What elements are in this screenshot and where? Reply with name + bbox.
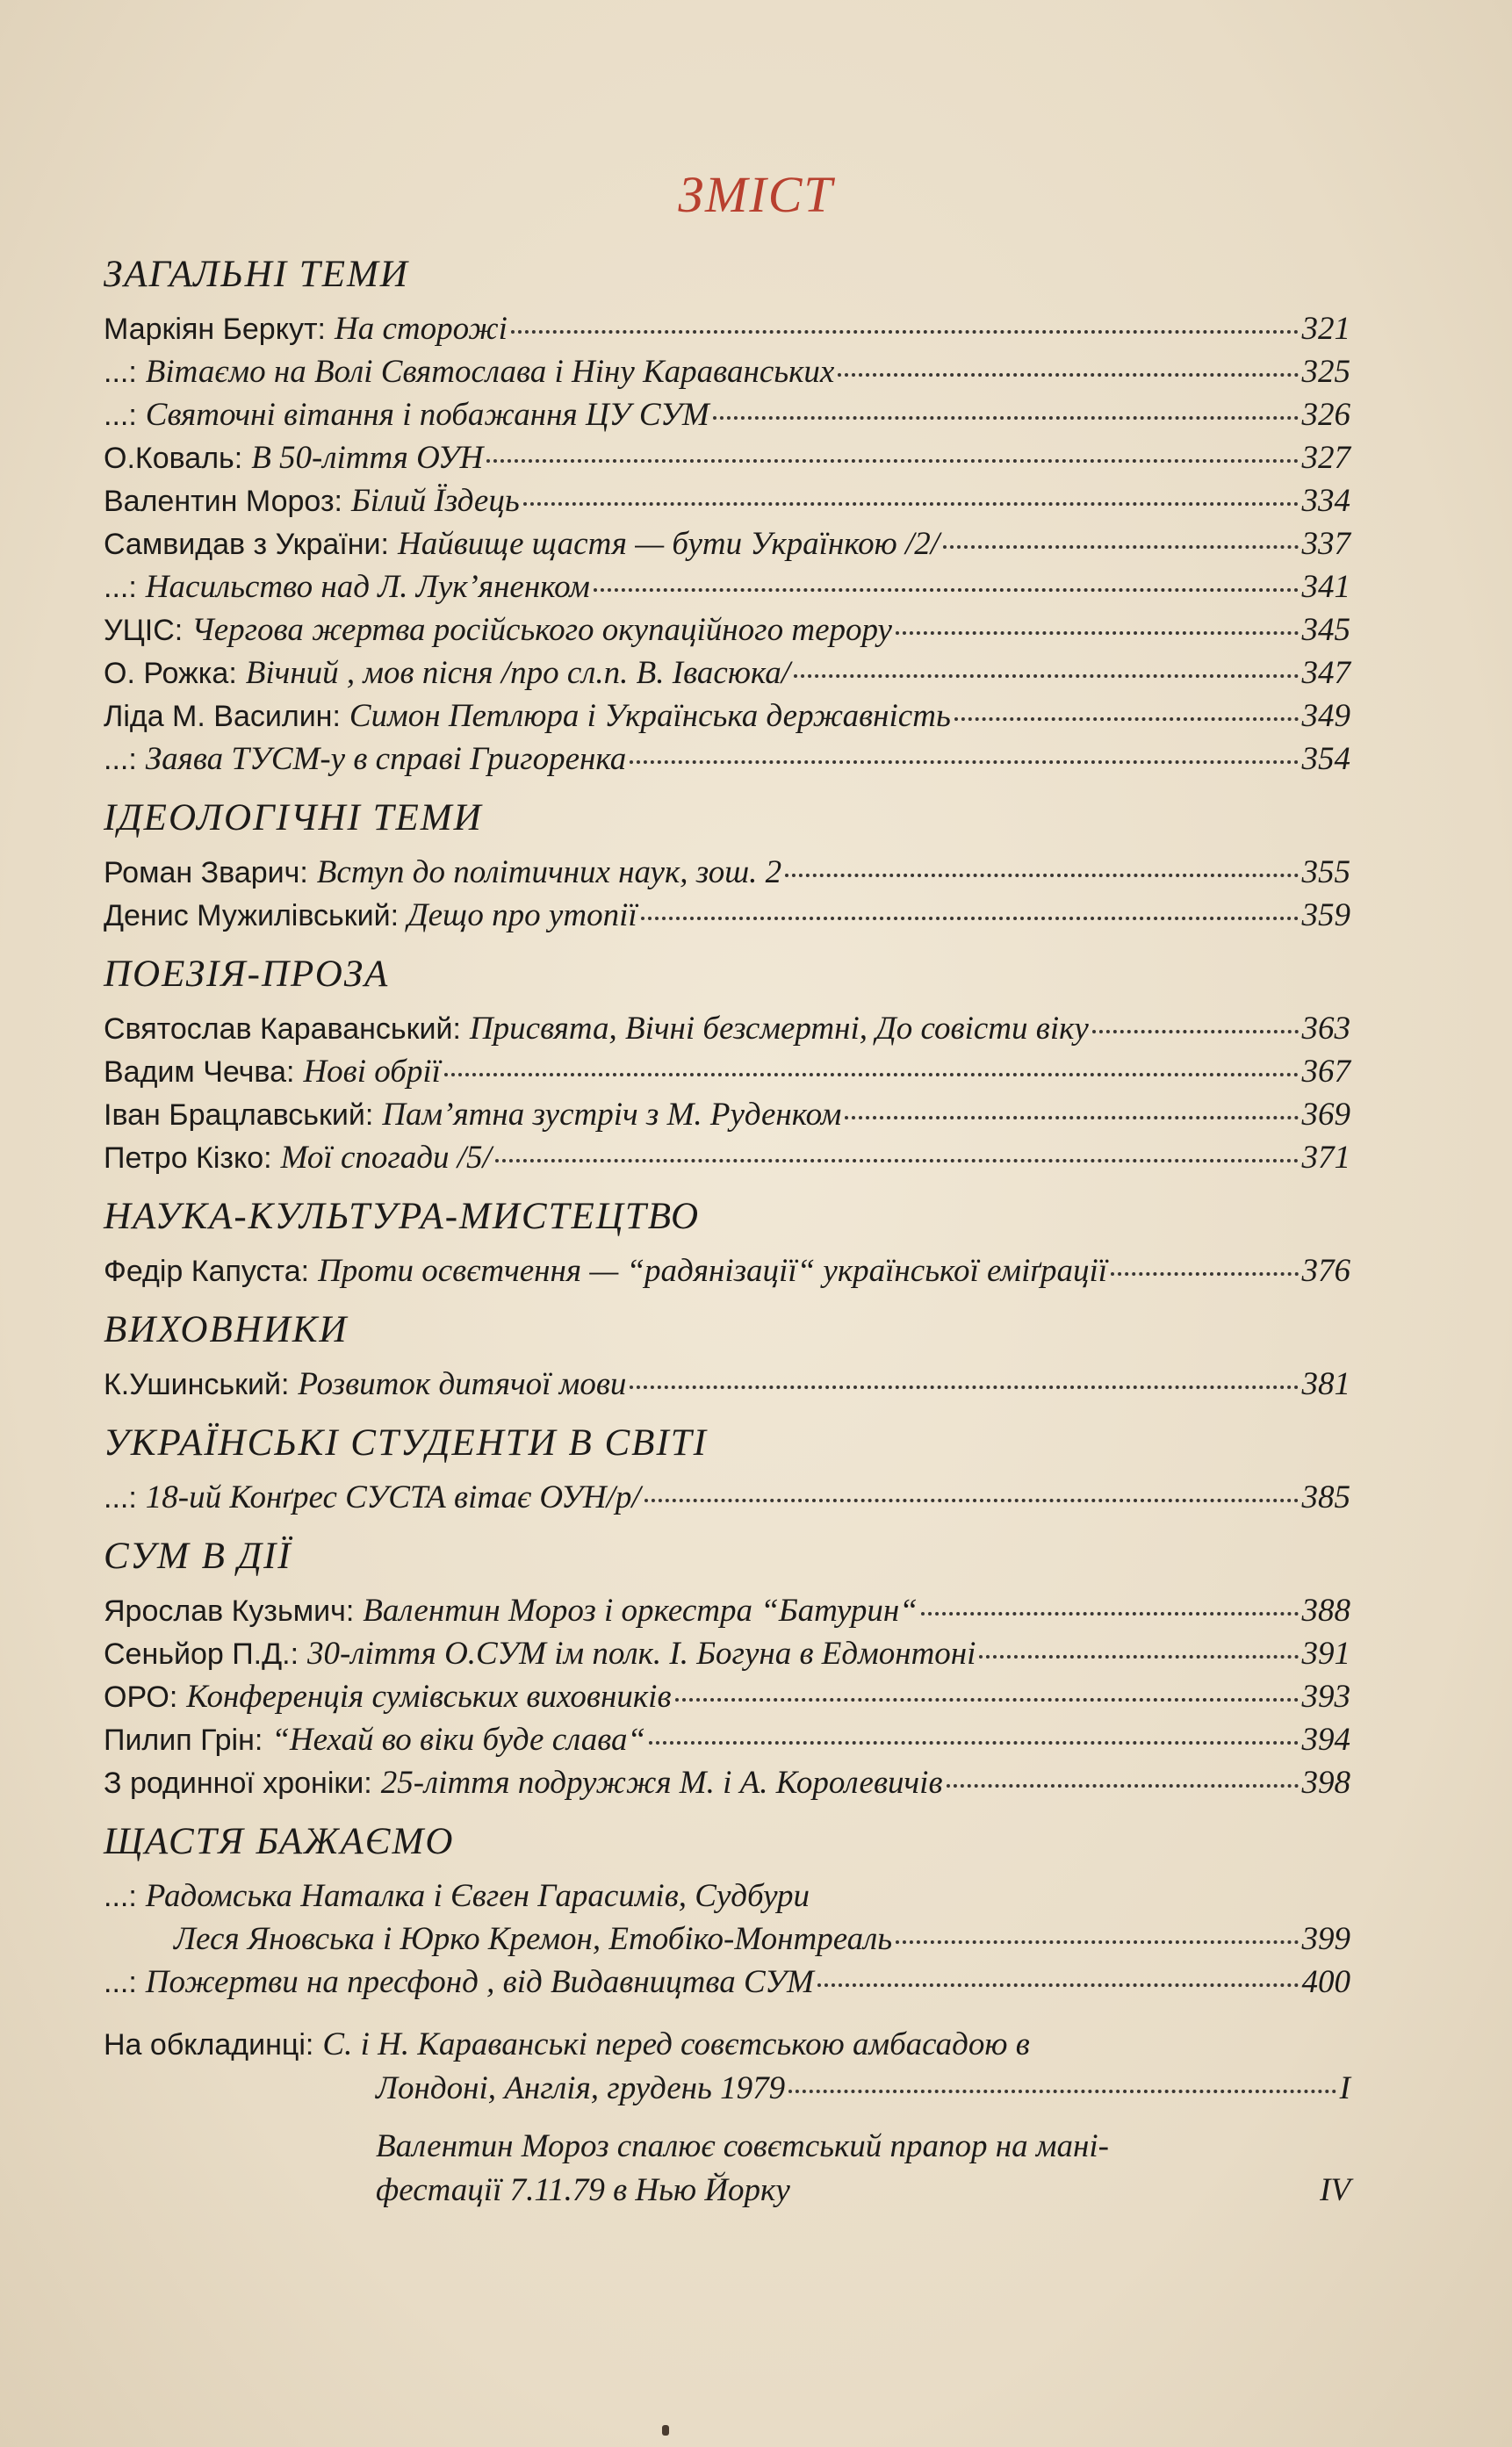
entry-title: Вітаємо на Волі Святослава і Ніну Караванських: [145, 354, 835, 390]
entry-page-number: 367: [1301, 1054, 1350, 1090]
page-title: ЗМІСТ: [678, 166, 834, 223]
toc-entry: [104, 851, 1350, 894]
dot-leader: [630, 1385, 1298, 1389]
dot-leader: [921, 1612, 1299, 1616]
toc-entry: [104, 1961, 1350, 2004]
toc-entry: [104, 1007, 1350, 1050]
toc-entry: [104, 1050, 1350, 1093]
cover-caption-line: фестації 7.11.79 в Нью Йорку: [376, 2172, 790, 2208]
entry-title: В 50-ліття ОУН: [251, 440, 484, 476]
entry-author: ОРО:: [104, 1681, 178, 1714]
entry-title: Заява ТУСМ-у в справі Григоренка: [145, 741, 627, 777]
toc-entry: [104, 1589, 1350, 1632]
dot-leader: [785, 874, 1298, 877]
dot-leader: [896, 1940, 1298, 1944]
dot-leader: [594, 588, 1299, 592]
cover-page-number: IV: [1320, 2172, 1350, 2208]
entry-author: ...:: [104, 1481, 137, 1515]
entry-author: ...:: [104, 1966, 137, 1999]
entry-author: ...:: [104, 571, 137, 604]
section-heading: НАУКА-КУЛЬТУРА-МИСТЕЦТВО: [104, 1196, 701, 1237]
entry-page-number: 385: [1301, 1479, 1350, 1515]
dot-leader: [495, 1159, 1299, 1162]
entry-page-number: 327: [1301, 440, 1350, 476]
entry-title-continuation: Леся Яновська і Юрко Кремон, Етобіко-Монтреаль: [174, 1921, 893, 1957]
dot-leader: [644, 1499, 1299, 1502]
dot-leader: [675, 1698, 1299, 1702]
entry-page-number: 369: [1301, 1097, 1350, 1133]
dot-leader: [1111, 1272, 1298, 1276]
section-heading: ІДЕОЛОГІЧНІ ТЕМИ: [104, 797, 483, 838]
cover-caption-line: Лондоні, Англія, грудень 1979: [376, 2070, 786, 2106]
toc-entry: [104, 1249, 1350, 1292]
dot-leader: [630, 760, 1298, 764]
entry-author: ...:: [104, 1880, 137, 1913]
entry-title: Пам’ятна зустріч з М. Руденком: [382, 1097, 842, 1133]
dot-leader: [943, 545, 1298, 549]
dot-leader: [954, 717, 1299, 721]
entry-author: ...:: [104, 356, 137, 389]
entry-author: ...:: [104, 399, 137, 432]
entry-page-number: 345: [1301, 612, 1350, 648]
entry-title: Мої спогади /5/: [280, 1140, 492, 1176]
entry-author: Роман Зварич:: [104, 856, 308, 889]
entry-title: Дещо про утопії: [407, 897, 637, 933]
toc-entry: [104, 307, 1350, 350]
entry-title: На сторожі: [335, 311, 508, 347]
entry-page-number: 347: [1301, 655, 1350, 691]
section-heading: УКРАЇНСЬКІ СТУДЕНТИ В СВІТІ: [104, 1422, 708, 1464]
dot-leader: [817, 1983, 1299, 1987]
toc-entry: [104, 1875, 1350, 1961]
toc-entry: [104, 479, 1350, 522]
entry-author: Ярослав Кузьмич:: [104, 1594, 355, 1628]
entry-title: 18-ий Конґрес СУСТА вітає ОУН/р/: [145, 1479, 641, 1515]
entry-title: Симон Петлюра і Українська державність: [349, 698, 951, 734]
entry-author: Іван Брацлавський:: [104, 1098, 374, 1132]
entry-page-number: 376: [1301, 1253, 1350, 1289]
entry-page-number: 354: [1301, 741, 1350, 777]
entry-author: Сеньйор П.Д.:: [104, 1637, 299, 1671]
dot-leader: [486, 459, 1298, 463]
dot-leader: [523, 502, 1299, 506]
entry-page-number: 371: [1301, 1140, 1350, 1176]
entry-author: Пилип Грін:: [104, 1724, 263, 1757]
entry-author: ...:: [104, 743, 137, 776]
toc-entry: [104, 1093, 1350, 1136]
toc-entry: [104, 651, 1350, 695]
entry-page-number: 349: [1301, 698, 1350, 734]
toc-entry: [104, 522, 1350, 565]
entry-page-number: 391: [1301, 1636, 1350, 1672]
entry-page-number: 326: [1301, 397, 1350, 433]
dot-leader: [444, 1073, 1299, 1076]
toc-entry: [104, 565, 1350, 608]
toc-entry: [104, 350, 1350, 393]
entry-title: Проти освєтчення — “радянізації“ української еміґрації: [318, 1253, 1108, 1289]
entry-title: Радомська Наталка і Євген Гарасимів, Судбури: [145, 1878, 810, 1914]
entry-title: Найвище щастя — бути Українкою /2/: [398, 526, 940, 562]
toc-entry: [104, 1136, 1350, 1179]
entry-title: 25-ліття подружжя М. і А. Королевичів: [380, 1765, 943, 1801]
entry-author: Самвидав з України:: [104, 528, 389, 561]
toc-entry: [104, 608, 1350, 651]
entry-title: “Нехай во віки буде слава“: [271, 1722, 646, 1758]
entry-page-number: 359: [1301, 897, 1350, 933]
toc-entry: [104, 436, 1350, 479]
entry-author: Петро Кізко:: [104, 1141, 272, 1175]
cover-caption-line: Валентин Мороз спалює совєтський прапор на мані-: [376, 2128, 1109, 2164]
entry-page-number: 393: [1301, 1679, 1350, 1715]
entry-author: О.Коваль:: [104, 442, 243, 475]
cover-page-number: I: [1339, 2070, 1350, 2106]
toc-entry: [104, 1476, 1350, 1519]
entry-page-number: 355: [1301, 854, 1350, 890]
section-heading: ЩАСТЯ БАЖАЄМО: [104, 1821, 455, 1862]
dot-leader: [511, 330, 1299, 334]
entry-title: Присвята, Вічні безсмертні, До совісти віку: [469, 1011, 1089, 1047]
toc-entry: [104, 695, 1350, 738]
dot-leader: [788, 2090, 1336, 2093]
dot-leader: [713, 416, 1299, 420]
entry-page-number: 363: [1301, 1011, 1350, 1047]
entry-title: Насильство над Л. Лук’яненком: [145, 569, 590, 605]
entry-author: УЦІС:: [104, 614, 184, 647]
section-heading: СУМ В ДІЇ: [104, 1536, 292, 1577]
entry-title: Вічний , мов пісня /про сл.п. В. Івасюка/: [245, 655, 791, 691]
entry-title: Святочні вітання і побажання ЦУ СУМ: [145, 397, 709, 433]
section-heading: ЗАГАЛЬНІ ТЕМИ: [104, 254, 409, 295]
toc-entry: [104, 1632, 1350, 1675]
toc-entry: [104, 1761, 1350, 1804]
cover-label: На обкладинці:: [104, 2028, 314, 2062]
entry-page-number: 394: [1301, 1722, 1350, 1758]
dot-leader: [979, 1655, 1298, 1659]
entry-title: Валентин Мороз і оркестра “Батурин“: [363, 1593, 918, 1629]
entry-title: Нові обрії: [303, 1054, 441, 1090]
entry-page-number: 399: [1301, 1921, 1350, 1957]
dot-leader: [845, 1116, 1298, 1119]
section-heading: ПОЕЗІЯ-ПРОЗА: [104, 954, 390, 995]
entry-page-number: 398: [1301, 1765, 1350, 1801]
entry-author: Денис Мужилівський:: [104, 899, 400, 932]
entry-author: К.Ушинський:: [104, 1368, 290, 1401]
dot-leader: [838, 373, 1298, 377]
dot-leader: [947, 1784, 1299, 1788]
cover-caption: [104, 2023, 1350, 2213]
entry-title: 30-ліття О.СУМ ім полк. І. Богуна в Едмонтоні: [307, 1636, 976, 1672]
entry-title: Вступ до політичних наук, зош. 2: [316, 854, 782, 890]
toc-entry: [104, 1675, 1350, 1718]
dot-leader: [896, 631, 1299, 635]
entry-page-number: 321: [1301, 311, 1350, 347]
toc-entry: [104, 738, 1350, 781]
entry-author: Ліда М. Василин:: [104, 700, 341, 733]
entry-author: Вадим Чечва:: [104, 1055, 295, 1089]
entry-page-number: 400: [1301, 1964, 1350, 2000]
dot-leader: [794, 674, 1298, 678]
section-heading: ВИХОВНИКИ: [104, 1309, 349, 1350]
entry-author: Федір Капуста:: [104, 1255, 310, 1288]
toc-entry: [104, 393, 1350, 436]
entry-page-number: 388: [1301, 1593, 1350, 1629]
entry-author: О. Рожка:: [104, 657, 237, 690]
entry-title: Білий Їздець: [350, 483, 520, 519]
entry-page-number: 337: [1301, 526, 1350, 562]
entry-author: Святослав Караванський:: [104, 1012, 461, 1046]
toc-entry: [104, 1363, 1350, 1406]
dot-leader: [649, 1741, 1298, 1745]
entry-page-number: 381: [1301, 1366, 1350, 1402]
entry-page-number: 341: [1301, 569, 1350, 605]
toc-entry: [104, 1718, 1350, 1761]
entry-title: Конференція сумівських виховників: [186, 1679, 672, 1715]
entry-title: Чергова жертва російського окупаційного терору: [191, 612, 892, 648]
entry-page-number: 334: [1301, 483, 1350, 519]
entry-title: Пожертви на пресфонд , від Видавництва СУМ: [145, 1964, 814, 2000]
entry-author: З родинної хроніки:: [104, 1767, 372, 1800]
paper-speck: [662, 2425, 669, 2436]
entry-page-number: 325: [1301, 354, 1350, 390]
table-of-contents: [104, 237, 1350, 2213]
toc-entry: [104, 894, 1350, 937]
cover-caption-line: С. і Н. Караванські перед совєтською амбасадою в: [322, 2026, 1030, 2062]
entry-author: Валентин Мороз:: [104, 485, 342, 518]
entry-title: Розвиток дитячої мови: [298, 1366, 627, 1402]
dot-leader: [641, 917, 1299, 920]
entry-author: Маркіян Беркут:: [104, 313, 326, 346]
dot-leader: [1092, 1030, 1299, 1033]
